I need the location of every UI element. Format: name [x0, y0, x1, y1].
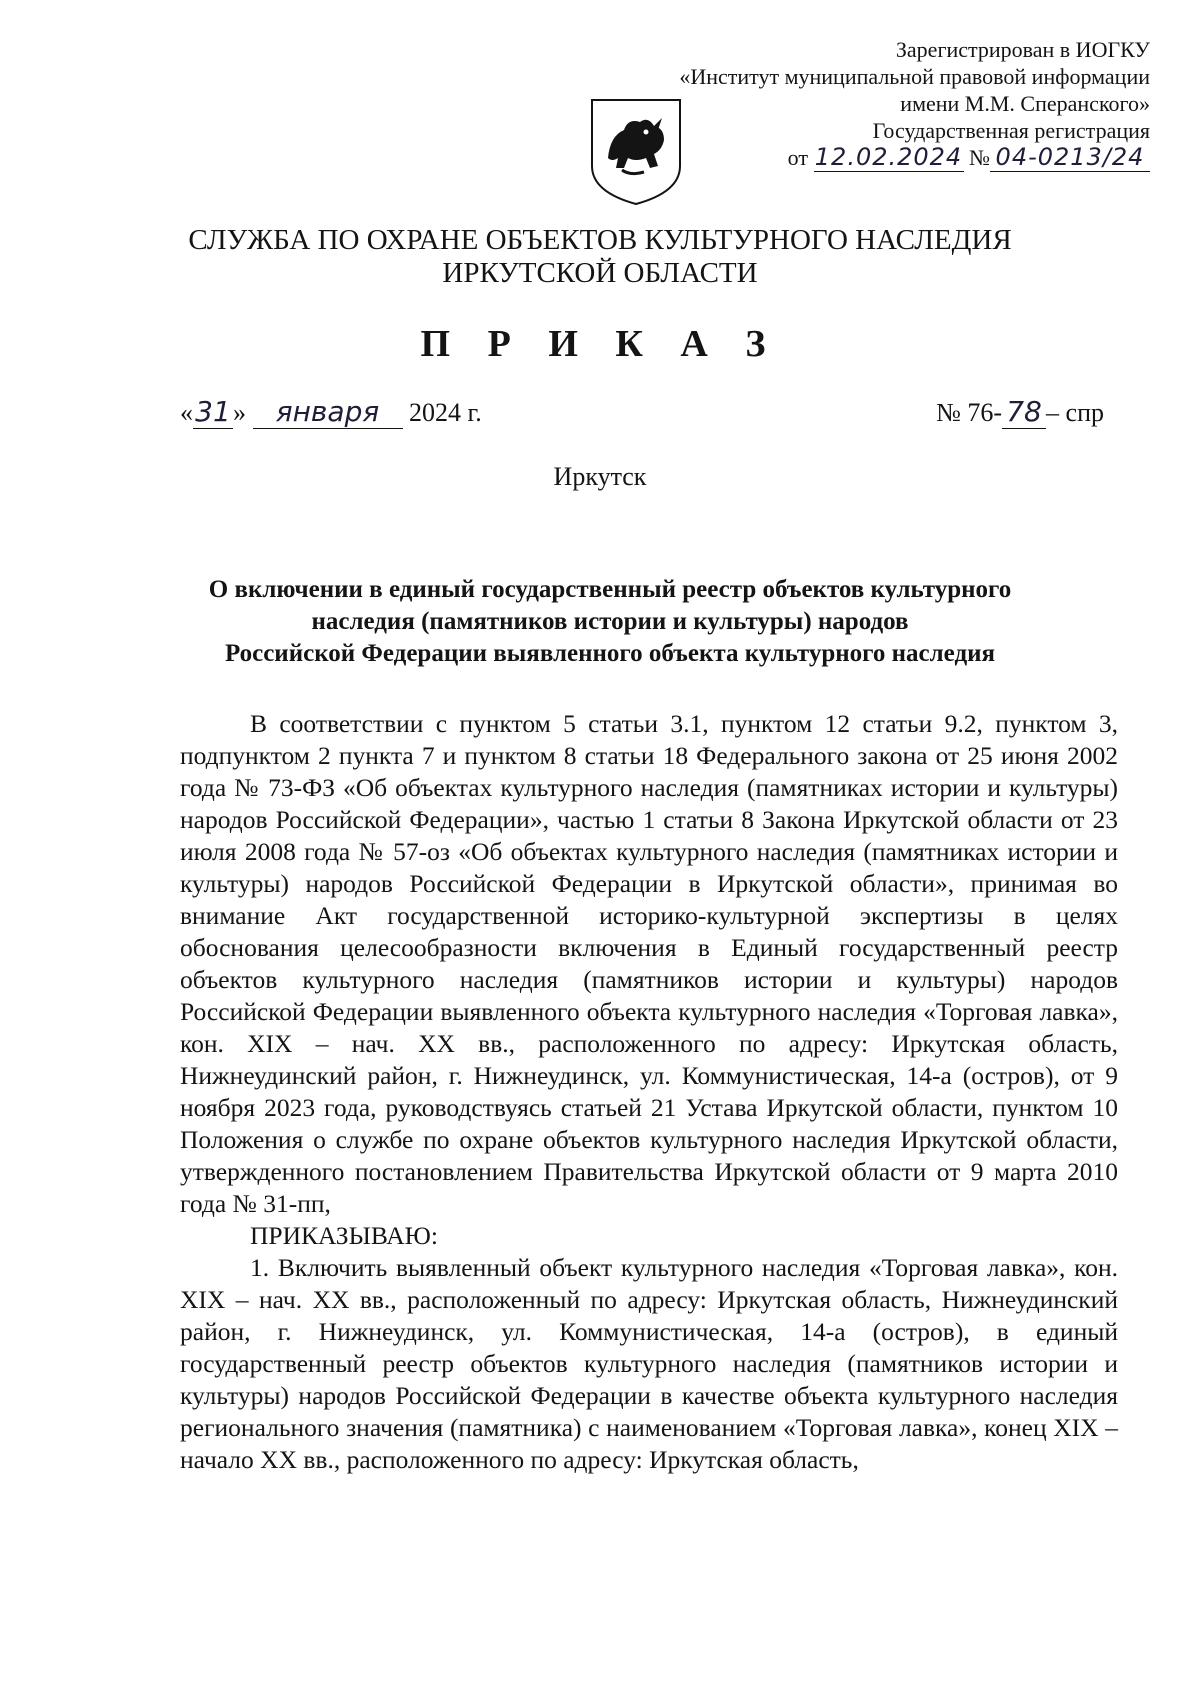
- irkutsk-coat-of-arms-icon: [588, 96, 684, 208]
- order-title: [170, 574, 1050, 670]
- order-item-1: 1. Включить выявленный объект культурного наследия «Торговая лавка», кон. XIX – нач. XX вв., расположенный по адресу: Иркутская область, Нижнеудинский район, г. Нижнеудинск, ул. Коммунистическая, 14-а (остров), в единый государственный реестр объектов культурного наследия (памятников истории и культуры) народов Российской Федерации в качестве объекта культурного наследия регионального значения (памятника) с наименованием «Торговая лавка», конец XIX – начало XX вв., расположенного по адресу: Иркутская область,: [180, 1253, 1118, 1474]
- order-date: [180, 395, 482, 429]
- registration-line-3: имени М.М. Сперанского»: [900, 91, 1150, 116]
- organization-line-2: ИРКУТСКОЙ ОБЛАСТИ: [442, 257, 758, 289]
- registration-number-handwritten: 04-0213/24: [990, 144, 1150, 172]
- date-close-quote: »: [233, 398, 246, 427]
- title-line-3: Российской Федерации выявленного объекта культурного наследия: [224, 640, 996, 667]
- order-body: [180, 708, 1118, 1476]
- order-keyword: ПРИКАЗЫВАЮ:: [250, 1221, 438, 1250]
- date-open-quote: «: [180, 398, 193, 427]
- organization-line-1: СЛУЖБА ПО ОХРАНЕ ОБЪЕКТОВ КУЛЬТУРНОГО НАСЛЕДИЯ: [188, 224, 1012, 256]
- order-number: [936, 395, 1104, 429]
- date-month-handwritten: января: [253, 395, 403, 429]
- registration-number-line: [630, 144, 1150, 172]
- title-line-2: наследия (памятников истории и культуры) народов: [311, 608, 909, 635]
- order-number-prefix: № 76-: [936, 398, 1003, 427]
- title-line-1: О включении в единый государственный реестр объектов культурного: [208, 576, 1012, 603]
- document-type: П Р И К А З: [420, 323, 780, 365]
- date-year: 2024 г.: [409, 398, 482, 427]
- registration-date-prefix: от: [787, 145, 808, 170]
- order-number-suffix: – спр: [1046, 398, 1104, 427]
- registration-line-4: Государственная регистрация: [872, 118, 1150, 143]
- preamble-paragraph: В соответствии с пунктом 5 статьи 3.1, пунктом 12 статьи 9.2, пунктом 3, подпунктом 2 пункта 7 и пунктом 8 статьи 18 Федерального закона от 25 июня 2002 года № 73-ФЗ «Об объектах культурного наследия (памятниках истории и культуры) народов Российской Федерации», частью 1 статьи 8 Закона Иркутской области от 23 июля 2008 года № 57-оз «Об объектах культурного наследия (памятниках истории и культуры) народов Российской Федерации в Иркутской области», принимая во внимание Акт государственной историко-культурной экспертизы в целях обоснования целесообразности включения в Единый государственный реестр объектов культурного наследия (памятников истории и культуры) народов Российской Федерации выявленного объекта культурного наследия «Торговая лавка», кон. XIX – нач. XX вв., расположенного по адресу: Иркутская область, Нижнеудинский район, г. Нижнеудинск, ул. Коммунистическая, 14-а (остров), от 9 ноября 2023 года, руководствуясь статьей 21 Устава Иркутской области, пунктом 10 Положения о службе по охране объектов культурного наследия Иркутской области, утвержденного постановлением Правительства Иркутской области от 9 марта 2010 года № 31-пп,: [180, 709, 1118, 1218]
- order-number-handwritten: 78: [1002, 395, 1046, 429]
- registration-number-prefix: №: [969, 145, 990, 170]
- date-day-handwritten: 31: [193, 395, 233, 429]
- registration-date-handwritten: 12.02.2024: [814, 143, 963, 171]
- registration-line-2: «Институт муниципальной правовой информации: [679, 64, 1150, 89]
- registration-line-1: Зарегистрирован в ИОГКУ: [895, 37, 1150, 62]
- organization-name: [0, 224, 1200, 290]
- city-name: Иркутск: [553, 462, 647, 491]
- registration-stamp: [630, 36, 1150, 172]
